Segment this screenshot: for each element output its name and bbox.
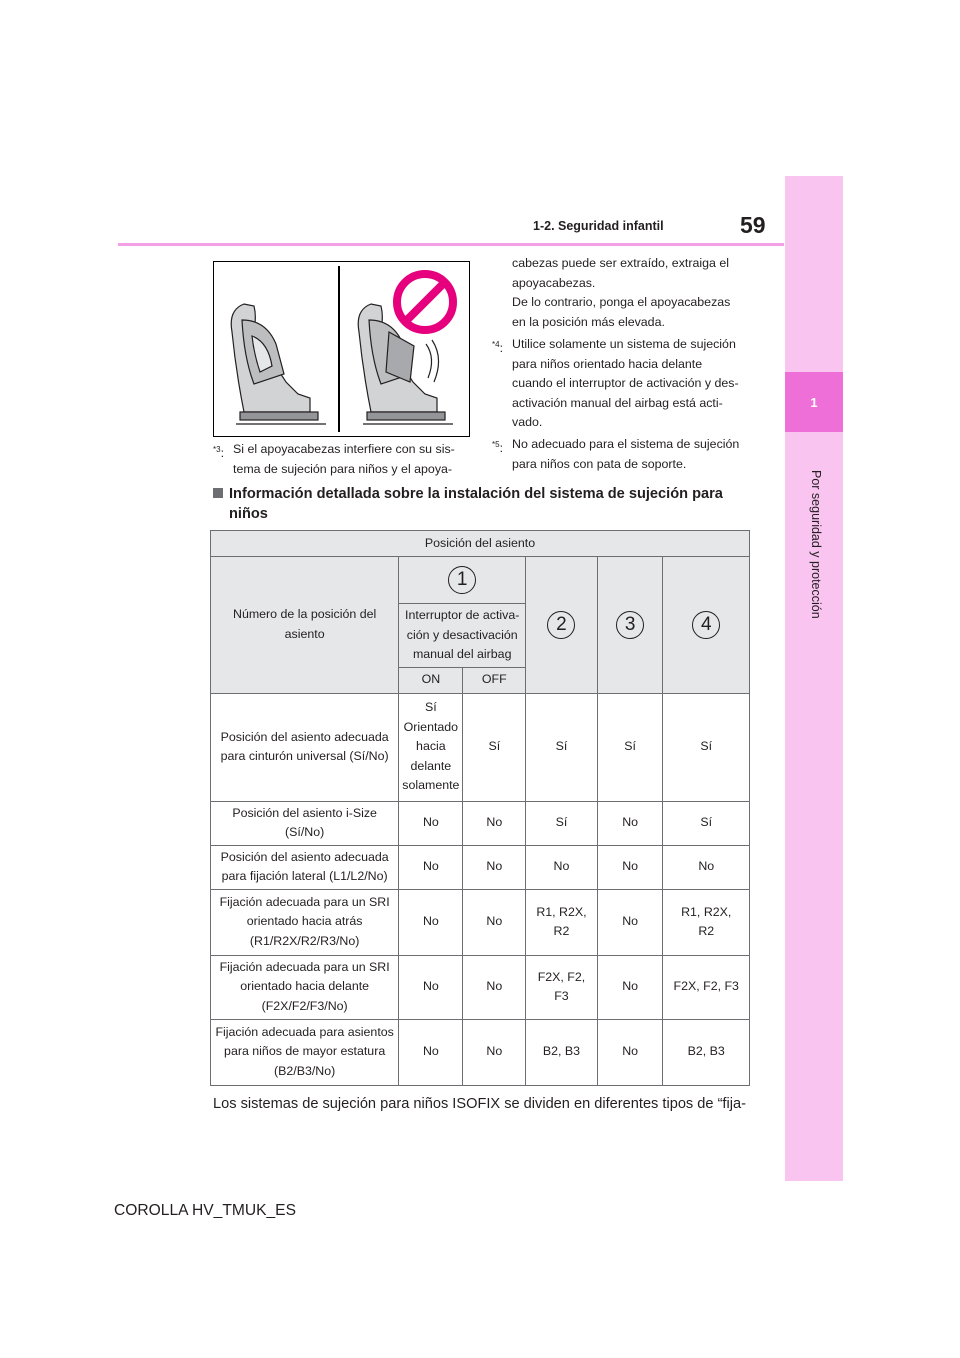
body-text: Los sistemas de sujeción para niños ISOFIX se dividen en diferentes tipos de “fija- bbox=[213, 1096, 746, 1112]
table-row: Fijación adecuada para un SRI orientado hacia delante (F2X/F2/F3/No) No No F2X, F2, F3 No F2X, F2, F3 bbox=[211, 955, 750, 1019]
note-4: $^{*4}$: Utilice solamente un sistema de sujeción para niños orientado hacia delante cuando el interruptor de activación y des- activación manual del airbag está acti- vado. bbox=[492, 337, 739, 429]
note-marker: $^{*4}$: bbox=[492, 340, 504, 356]
section-title: 1-2. Seguridad infantil bbox=[533, 219, 664, 233]
side-tab-chapter-title: Por seguridad y protección bbox=[809, 470, 823, 619]
footer-model-code: COROLLA HV_TMUK_ES bbox=[114, 1202, 296, 1219]
prohibition-sign-icon bbox=[397, 274, 453, 330]
seat-1-header bbox=[399, 557, 526, 604]
child-seat-drawing bbox=[214, 262, 469, 436]
header-rule bbox=[118, 243, 784, 246]
note-5: $^{*5}$: No adecuado para el sistema de sujeción para niños con pata de soporte. bbox=[492, 437, 740, 471]
section-heading: Información detallada sobre la instalación del sistema de sujeción para niños bbox=[213, 484, 769, 524]
table-row: Fijación adecuada para un SRI orientado hacia atrás (R1/R2X/R2/R3/No) No No R1, R2X, R2 No R1, R2X, R2 bbox=[211, 889, 750, 955]
note-3-continued: cabezas puede ser extraído, extraiga el apoyacabezas. De lo contrario, ponga el apoyacabezas en la posición más elevada. bbox=[512, 256, 731, 329]
table-row: Posición del asiento adecuada para fijación lateral (L1/L2/No) No No No No No bbox=[211, 845, 750, 889]
row-header-seat-number: Número de la posición del asiento bbox=[211, 557, 399, 694]
seat-2-icon: 2 bbox=[547, 611, 575, 639]
airbag-off-header: OFF bbox=[463, 667, 526, 693]
table-title: Posición del asiento bbox=[211, 531, 750, 557]
note-marker: $^{*3}$: bbox=[213, 445, 225, 461]
side-tab-chapter-number: 1 bbox=[785, 372, 843, 432]
note-3: $^{*3}$: Si el apoyacabezas interfiere con su sis- tema de sujeción para niños y el apoya- bbox=[213, 442, 455, 476]
seat-4-header bbox=[663, 557, 750, 694]
airbag-on-header: ON bbox=[399, 667, 463, 693]
correct-seat-icon bbox=[231, 304, 326, 424]
table-row: Posición del asiento i-Size (Sí/No) No No Sí No Sí bbox=[211, 801, 750, 845]
page-number: 59 bbox=[740, 212, 766, 238]
heading-bullet-icon bbox=[213, 488, 223, 498]
table-row: Fijación adecuada para asientos para niños de mayor estatura (B2/B3/No) No No B2, B3 No B2, B3 bbox=[211, 1019, 750, 1085]
seat-2-header bbox=[526, 557, 598, 694]
seat-3-header bbox=[597, 557, 663, 694]
airbag-switch-header: Interruptor de activa- ción y desactivación manual del airbag bbox=[399, 604, 526, 668]
seat-3-icon: 3 bbox=[616, 611, 644, 639]
table-row: Posición del asiento adecuada para cinturón universal (Sí/No) Sí Orientado hacia delante solamente Sí Sí Sí Sí bbox=[211, 693, 750, 801]
side-tab bbox=[785, 176, 843, 1181]
child-seat-illustration bbox=[213, 261, 470, 437]
seat-1-icon: 1 bbox=[448, 566, 476, 594]
note-marker: $^{*5}$: bbox=[492, 440, 504, 456]
isofix-seat-table bbox=[210, 530, 750, 1086]
seat-4-icon: 4 bbox=[692, 611, 720, 639]
